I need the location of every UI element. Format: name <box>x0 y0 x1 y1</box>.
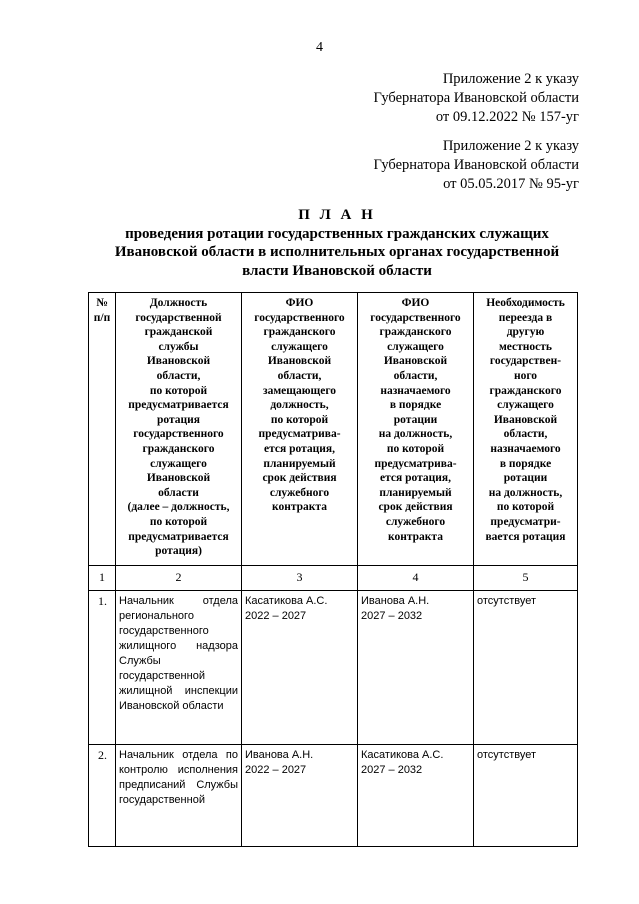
new-employee-name: Иванова А.Н. <box>361 594 430 607</box>
header-line: государственного <box>133 428 224 441</box>
header-line: по которой <box>149 515 208 528</box>
header-line: срок действия <box>262 472 337 485</box>
header-cell <box>116 293 242 566</box>
header-line: государствен- <box>489 355 562 368</box>
header-line: ФИО <box>285 297 314 309</box>
header-line: области, <box>393 369 438 382</box>
header-line: области <box>158 486 199 499</box>
header-line: по которой <box>270 413 329 426</box>
current-employee-cell <box>242 744 358 846</box>
header-line: области, <box>277 369 322 382</box>
header-cell <box>242 293 358 566</box>
current-employee-name: Иванова А.Н. <box>245 748 314 761</box>
header-line: предусматрива- <box>258 428 341 441</box>
title-line: власти Ивановской области <box>242 262 432 279</box>
header-line: ФИО <box>401 297 430 309</box>
header-line: на должность, <box>488 486 563 499</box>
header-line: ротация <box>156 413 200 426</box>
header-line: контракта <box>272 501 327 514</box>
header-line: ется ротация, <box>264 442 335 455</box>
header-line: п/п <box>93 311 111 324</box>
header-line: ного <box>513 369 538 382</box>
new-employee-cell <box>358 744 474 846</box>
header-line: службы <box>158 340 199 353</box>
title-line: проведения ротации государственных гражданских служащих <box>125 225 549 242</box>
header-line: области, <box>503 428 548 441</box>
header-line: Ивановской <box>146 472 211 485</box>
header-line: контракта <box>388 530 443 543</box>
header-line: срок действия <box>378 501 453 514</box>
appendix-line: Приложение 2 к указу <box>442 138 579 154</box>
header-line: замещающего <box>262 384 337 397</box>
table-row <box>89 744 578 846</box>
column-number: 3 <box>242 565 358 590</box>
header-line: Ивановской <box>383 355 448 368</box>
header-line: служебного <box>269 486 330 499</box>
header-line: (далее – должность, <box>127 501 230 514</box>
column-number-row <box>89 565 578 590</box>
header-line: предусматривается <box>128 530 229 543</box>
appendix-line: Губернатора Ивановской области <box>373 157 579 173</box>
header-line: ется ротация, <box>380 472 451 485</box>
header-line: в порядке <box>389 399 442 412</box>
current-employee-cell <box>242 590 358 744</box>
position-cell: Начальник отдела по контролю исполнения предписаний Службы государственной <box>116 744 242 846</box>
new-contract-term: 2027 – 2032 <box>361 763 423 776</box>
header-cell <box>89 293 116 566</box>
header-line: области, <box>156 369 201 382</box>
relocation-cell: отсутствует <box>474 744 578 846</box>
header-cell <box>358 293 474 566</box>
plan-heading: П Л А Н <box>298 207 376 223</box>
header-line: служащего <box>150 457 207 470</box>
header-line: на должность, <box>378 428 453 441</box>
header-line: Ивановской <box>146 355 211 368</box>
current-contract-term: 2022 – 2027 <box>245 609 307 622</box>
header-line: предусматрива- <box>374 457 457 470</box>
header-line: ротация) <box>155 545 202 558</box>
header-line: другую <box>506 326 545 339</box>
row-number: 1. <box>89 590 116 744</box>
header-line: Должность <box>149 297 208 309</box>
rotation-plan-table <box>88 292 578 847</box>
header-line: по которой <box>149 384 208 397</box>
header-line: планируемый <box>379 486 452 499</box>
new-contract-term: 2027 – 2032 <box>361 609 423 622</box>
new-employee-name: Касатикова А.С. <box>361 748 444 761</box>
header-line: ротации <box>393 413 438 426</box>
header-line: № <box>96 297 108 309</box>
header-line: должность, <box>270 399 329 412</box>
header-line: служащего <box>271 340 328 353</box>
header-line: ротации <box>503 472 548 485</box>
current-employee-name: Касатикова А.С. <box>245 594 328 607</box>
header-line: по которой <box>496 501 555 514</box>
new-employee-cell <box>358 590 474 744</box>
header-line: гражданского <box>142 442 215 455</box>
position-cell: Начальник отдела регионального государственного жилищного надзора Службы государственной жилищной инспекции Ивановской области <box>116 590 242 744</box>
header-line: переезда в <box>498 311 553 324</box>
header-line: гражданского <box>263 326 336 339</box>
appendix-current <box>374 70 579 127</box>
header-line: планируемый <box>263 457 336 470</box>
document-title <box>0 206 639 280</box>
header-line: вается ротация <box>485 530 566 543</box>
header-line: Ивановской <box>493 413 558 426</box>
title-line: Ивановской области в исполнительных органах государственной <box>114 244 560 260</box>
header-line: предусматри- <box>490 515 561 528</box>
relocation-cell: отсутствует <box>474 590 578 744</box>
header-line: служебного <box>385 515 446 528</box>
table-header-row <box>89 293 578 566</box>
header-line: местность <box>498 340 553 353</box>
appendix-line: Губернатора Ивановской области <box>373 90 579 106</box>
column-number: 2 <box>116 565 242 590</box>
appendix-line: от 05.05.2017 № 95-уг <box>443 176 579 192</box>
column-number: 4 <box>358 565 474 590</box>
table-row <box>89 590 578 744</box>
header-line: гражданской <box>144 326 213 339</box>
page-number: 4 <box>316 40 323 55</box>
appendix-line: Приложение 2 к указу <box>442 71 579 87</box>
header-line: по которой <box>386 442 445 455</box>
header-line: служащего <box>387 340 444 353</box>
column-number: 1 <box>89 565 116 590</box>
header-line: гражданского <box>379 326 452 339</box>
header-line: назначаемого <box>490 442 561 455</box>
header-line: предусматривается <box>128 399 229 412</box>
column-number: 5 <box>474 565 578 590</box>
header-line: Необходимость <box>486 297 565 309</box>
header-line: государственного <box>370 311 461 324</box>
header-line: Ивановской <box>267 355 332 368</box>
header-line: государственной <box>135 311 222 324</box>
row-number: 2. <box>89 744 116 846</box>
appendix-original <box>374 137 579 194</box>
header-line: гражданского <box>489 384 562 397</box>
header-cell <box>474 293 578 566</box>
header-line: в порядке <box>499 457 552 470</box>
current-contract-term: 2022 – 2027 <box>245 763 307 776</box>
appendix-line: от 09.12.2022 № 157-уг <box>435 109 579 125</box>
header-line: государственного <box>254 311 345 324</box>
header-line: служащего <box>497 399 554 412</box>
header-line: назначаемого <box>380 384 451 397</box>
